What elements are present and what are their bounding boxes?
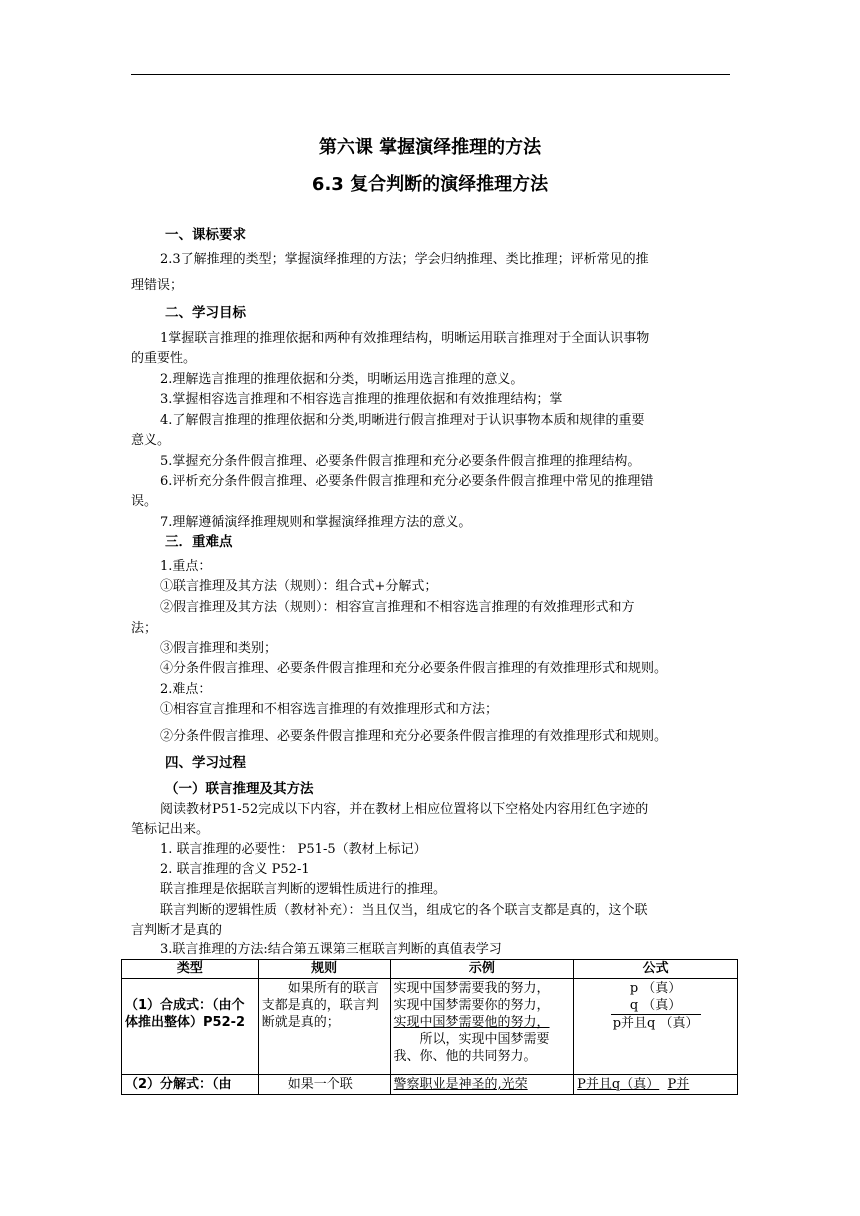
paragraph-line: 法；	[131, 621, 158, 636]
paragraph-line: 联言判断的逻辑性质（教材补充）：当且仅当，组成它的各个联言支都是真的，这个联	[160, 903, 648, 918]
paragraph-line: ①联言推理及其方法（规则）：组合式+分解式；	[160, 579, 438, 594]
paragraph-line: 的重要性。	[131, 351, 197, 366]
paragraph-line: 2.理解选言推理的推理依据和分类，明晰运用选言推理的意义。	[160, 372, 524, 387]
page-subtitle: 6.3 复合判断的演绎推理方法	[311, 174, 549, 195]
paragraph-line: 5.掌握充分条件假言推理、必要条件假言推理和充分必要条件假言推理的推理结构。	[160, 454, 641, 469]
paragraph-line: 3.联言推理的方法:结合第五课第三框联言判断的真值表学习	[160, 942, 502, 957]
formula-line: p （真）	[629, 981, 682, 996]
table-header: 类型	[122, 960, 259, 979]
table-row	[122, 979, 738, 1075]
paragraph-line: 1. 联言推理的必要性： P51-5（教材上标记）	[160, 842, 427, 857]
paragraph-line: 意义。	[131, 433, 171, 448]
paragraph-line: ③假言推理和类别；	[160, 641, 278, 656]
paragraph-line: 联言推理是依据联言判断的逻辑性质进行的推理。	[160, 882, 447, 897]
table-cell-example	[390, 979, 574, 1075]
formula-line: P并	[667, 1077, 690, 1092]
formula-line: P并且q（真）	[577, 1077, 660, 1092]
example-line: 实现中国梦需要他的努力，	[393, 1015, 550, 1030]
paragraph-line: 言判断才是真的	[131, 923, 223, 938]
section-heading-2: 二、学习目标	[165, 305, 246, 321]
paragraph-line: 7.理解遵循演绎推理规则和掌握演绎推理方法的意义。	[160, 515, 472, 530]
section-heading-4: 四、学习过程	[165, 755, 246, 771]
conjunctive-inference-table	[121, 959, 738, 1095]
table-header: 示例	[390, 960, 574, 979]
table-cell-rule: 如果所有的联言支都是真的，联言判断就是真的；	[258, 979, 390, 1075]
subsection-heading: （一）联言推理及其方法	[165, 781, 314, 797]
example-line: 所以，实现中国梦需要我、你、他的共同努力。	[393, 1032, 550, 1064]
table-cell-example: 警察职业是神圣的,光荣	[390, 1075, 574, 1095]
page-title: 第六课 掌握演绎推理的方法	[318, 137, 542, 158]
paragraph-line: 误。	[131, 494, 158, 509]
paragraph-line: ①相容宣言推理和不相容选言推理的有效推理形式和方法；	[160, 702, 499, 717]
table-cell-type: （1）合成式：（由个体推出整体）P52-2	[122, 979, 259, 1075]
table-cell-type: （2）分解式：（由	[122, 1075, 259, 1095]
paragraph-line: 笔标记出来。	[131, 822, 210, 837]
table-cell-formula	[574, 979, 738, 1075]
paragraph-line: 1掌握联言推理的推理依据和两种有效推理结构，明晰运用联言推理对于全面认识事物	[160, 331, 650, 346]
paragraph-line: ④分条件假言推理、必要条件假言推理和充分必要条件假言推理的有效推理形式和规则。	[160, 661, 668, 676]
table-row	[122, 1075, 738, 1095]
example-line: 实现中国梦需要你的努力，	[393, 998, 550, 1013]
paragraph-line: 阅读教材P51-52完成以下内容，并在教材上相应位置将以下空格处内容用红色字迹的	[160, 802, 649, 817]
section-heading-3: 三．重难点	[165, 534, 233, 550]
paragraph-line: ②分条件假言推理、必要条件假言推理和充分必要条件假言推理的有效推理形式和规则。	[160, 729, 668, 744]
paragraph-line: 2.3了解推理的类型；掌握演绎推理的方法；学会归纳推理、类比推理；评析常见的推	[160, 252, 649, 267]
paragraph-line: ②假言推理及其方法（规则）：相容宣言推理和不相容选言推理的有效推理形式和方	[160, 600, 635, 615]
formula-line: q （真）	[611, 997, 701, 1015]
section-heading-1: 一、课标要求	[165, 227, 246, 243]
formula-line: p并且q （真）	[612, 1016, 699, 1031]
table-cell-rule: 如果一个联	[258, 1075, 390, 1095]
paragraph-line: 6.评析充分条件假言推理、必要条件假言推理和充分必要条件假言推理中常见的推理错	[160, 474, 654, 489]
paragraph-line: 3.掌握相容选言推理和不相容选言推理的推理依据和有效推理结构；掌	[160, 392, 563, 407]
example-line: 实现中国梦需要我的努力，	[393, 981, 550, 996]
paragraph-line: 理错误；	[131, 278, 184, 293]
paragraph-line: 2. 联言推理的含义 P52-1	[160, 862, 310, 877]
paragraph-line: 2.难点：	[160, 682, 212, 697]
table-header: 规则	[258, 960, 390, 979]
header-rule	[131, 74, 730, 75]
paragraph-line: 1.重点：	[160, 559, 212, 574]
table-header: 公式	[574, 960, 738, 979]
table-header-row	[122, 960, 738, 979]
table-cell-formula	[574, 1075, 738, 1095]
paragraph-line: 4.了解假言推理的推理依据和分类,明晰进行假言推理对于认识事物本质和规律的重要	[160, 413, 645, 428]
